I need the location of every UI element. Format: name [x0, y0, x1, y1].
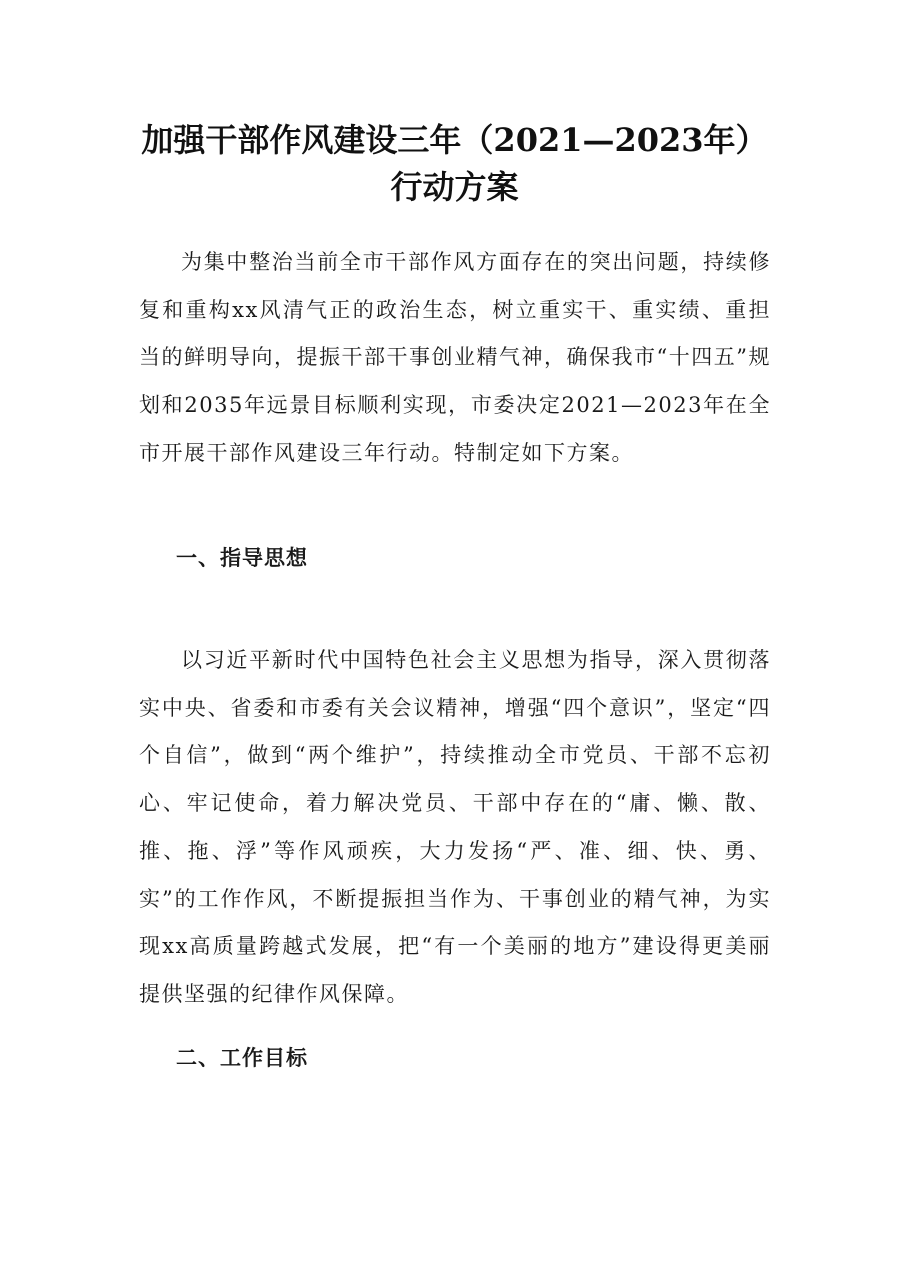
section-heading-work-goals: 二、工作目标: [176, 1046, 308, 1070]
document-title-line-1: 加强干部作风建设三年（2021—2023年）: [141, 121, 768, 159]
document-title-line-2: 行动方案: [390, 168, 519, 206]
section-heading-guiding-ideology: 一、指导思想: [176, 546, 308, 570]
intro-paragraph: 为集中整治当前全市干部作风方面存在的突出问题，持续修复和重构xx风清气正的政治生态，树立重实干、重实绩、重担当的鲜明导向，提振干部干事创业精气神，确保我市“十四五”规划和2035年远景目标顺利实现，市委决定2021—2023年在全市开展干部作风建设三年行动。特制定如下方案。: [139, 250, 771, 465]
section-paragraph-guiding-ideology: 以习近平新时代中国特色社会主义思想为指导，深入贯彻落实中央、省委和市委有关会议精神，增强“四个意识”，坚定“四个自信”，做到“两个维护”，持续推动全市党员、干部不忘初心、牢记使命，着力解决党员、干部中存在的“庸、懒、散、推、拖、浮”等作风顽疾，大力发扬“严、准、细、快、勇、实”的工作作风，不断提振担当作为、干事创业的精气神，为实现xx高质量跨越式发展，把“有一个美丽的地方”建设得更美丽提供坚强的纪律作风保障。: [139, 648, 771, 1006]
